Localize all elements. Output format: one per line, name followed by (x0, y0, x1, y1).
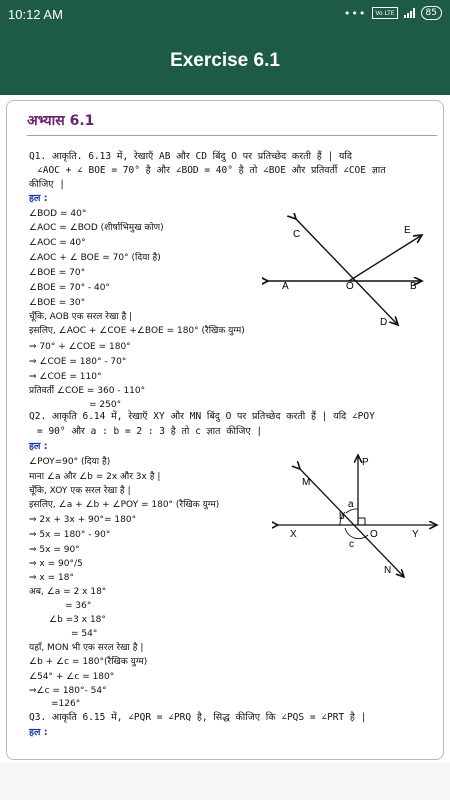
q2-step: ⇒ x = 90°/5 (29, 559, 83, 569)
q1-step: ∠BOE = 30° (29, 298, 86, 308)
q2-step: माना ∠a और ∠b = 2x और 3x है | (29, 472, 161, 482)
label-b: B (410, 281, 417, 292)
label-c: c (349, 539, 354, 550)
q1-step: प्रतिवर्ती ∠COE = 360 - 110° (29, 386, 146, 396)
q2-step: ⇒ x = 18° (29, 573, 74, 583)
content-card[interactable] (6, 100, 444, 760)
status-time: 10:12 AM (8, 7, 63, 22)
signal-icon (404, 8, 415, 18)
volte-icon: Vo LTE (372, 7, 397, 19)
app-bar (0, 30, 450, 95)
page-title: Exercise 6.1 (170, 50, 280, 71)
label-a: a (348, 499, 354, 510)
heading-divider (27, 135, 437, 136)
q2-question-line-1: Q2. आकृति 6.14 में, रेखाएँ XY और MN बिंदु O पर प्रतिच्छेद करती हैं | यदि ∠POY (29, 411, 375, 422)
label-d: D (380, 317, 388, 328)
label-a: A (282, 281, 289, 292)
q2-step: इसलिए, ∠a + ∠b + ∠POY = 180° (रैखिक युग्म) (29, 500, 220, 510)
q1-step: ⇒ ∠COE = 110° (29, 372, 102, 382)
q3-solution-label: हल : (29, 727, 48, 738)
label-o: O (370, 529, 378, 540)
q2-step: ⇒ 5x = 90° (29, 545, 80, 555)
label-n: N (384, 565, 392, 576)
status-bar (0, 0, 450, 30)
q1-step: ∠BOE = 70° - 40° (29, 283, 110, 293)
q2-step: ∠54° + ∠c = 180° (29, 672, 115, 682)
q1-step: ∠BOE = 70° (29, 268, 86, 278)
battery-icon: 85 (421, 6, 442, 20)
q2-step: अब, ∠a = 2 x 18° (29, 587, 107, 597)
line-mn (300, 469, 404, 577)
status-icons (344, 6, 442, 20)
label-c: C (293, 229, 301, 240)
label-m: M (302, 477, 311, 488)
q1-step: ∠BOD = 40° (29, 209, 87, 219)
q1-step: ∠AOC + ∠ BOE = 70° (दिया है) (29, 253, 161, 263)
q2-step: =126° (51, 699, 81, 709)
bottom-area (0, 762, 450, 800)
angle-c-arc (345, 528, 368, 539)
label-o: O (346, 281, 354, 292)
figure-6-13-diagram (262, 213, 432, 333)
q1-step: इसलिए, ∠AOC + ∠COE +∠BOE = 180° (रैखिक युग्म) (29, 326, 245, 336)
q1-question-line-1: Q1. आकृति. 6.13 में, रेखाएँ AB और CD बिंदु O पर प्रतिच्छेद करती हैं | यदि (29, 151, 352, 162)
q2-step: = 54° (71, 629, 98, 639)
q2-step: ∠b =3 x 18° (49, 615, 106, 625)
label-y: Y (412, 529, 419, 540)
q1-step: चूँकि, AOB एक सरल रेखा है | (29, 312, 133, 322)
q2-step: चूँकि, XOY एक सरल रेखा है | (29, 486, 131, 496)
q2-step: = 36° (65, 601, 92, 611)
section-heading: अभ्यास 6.1 (27, 113, 95, 129)
label-e: E (404, 225, 411, 236)
q1-step: ⇒ 70° + ∠COE = 180° (29, 342, 131, 352)
q3-question-line-1: Q3. आकृति 6.15 में, ∠PQR = ∠PRQ है, सिद्ध कीजिए कि ∠PQS = ∠PRT है | (29, 712, 367, 723)
q2-question-line-2: = 90° और a : b = 2 : 3 है तो c ज्ञात कीजिए | (37, 426, 263, 437)
label-b: b (339, 511, 345, 522)
q1-question-line-3: कीजिए | (29, 179, 65, 190)
label-p: P (362, 457, 369, 468)
q1-step: ⇒ ∠COE = 180° - 70° (29, 357, 127, 367)
q1-question-line-2: ∠AOC + ∠ BOE = 70° है और ∠BOD = 40° है तो ∠BOE और प्रतिवर्ती ∠COE ज्ञात (37, 165, 386, 176)
q2-step: ⇒ 2x + 3x + 90°= 180° (29, 515, 137, 525)
figure-6-14-diagram (272, 451, 442, 581)
q2-solution-label: हल : (29, 441, 48, 452)
ray-oe (349, 235, 422, 281)
label-x: X (290, 529, 297, 540)
q2-step: ∠b + ∠c = 180°(रैखिक युग्म) (29, 657, 148, 667)
q2-step: ⇒∠c = 180°- 54° (29, 686, 107, 696)
notification-dots-icon: ••• (343, 6, 367, 20)
line-cd (296, 219, 398, 325)
q2-step: यहाँ, MON भी एक सरल रेखा है | (29, 643, 144, 653)
q2-step: ∠POY=90° (दिया है) (29, 457, 111, 467)
q1-step: = 250° (89, 400, 122, 410)
right-angle-marker (358, 518, 365, 525)
q1-step: ∠AOC = ∠BOD (शीर्षाभिमुख कोण) (29, 223, 164, 233)
q1-solution-label: हल : (29, 193, 48, 204)
q1-step: ∠AOC = 40° (29, 238, 86, 248)
q2-step: ⇒ 5x = 180° - 90° (29, 530, 111, 540)
